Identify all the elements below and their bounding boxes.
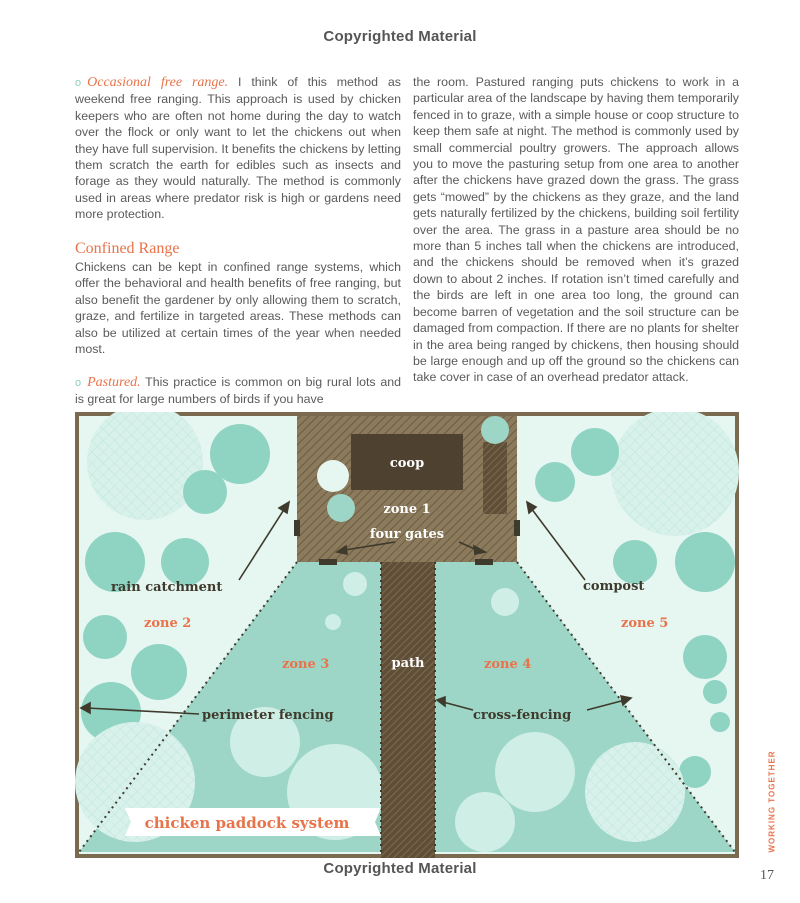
left-column xyxy=(75,74,401,407)
label-perimeter-fencing: perimeter fencing xyxy=(202,708,334,723)
paragraph-confined-range: Chickens can be kept in confined range systems, which offer the behavioral and health benefits of free ranging, but also benefit the gardener by only allowing them to scratch, graze, and fertilize in targeted areas. These methods can also be utilized at certain times of the year when needed most. xyxy=(75,260,401,357)
diagram-title: chicken paddock system xyxy=(144,814,350,832)
chicken-paddock-diagram xyxy=(75,412,739,858)
shrub-zone-1 xyxy=(327,494,355,522)
label-zone-1: zone 1 xyxy=(383,502,431,517)
paragraph-pastured xyxy=(75,374,401,408)
paragraph-pastured-continued: the room. Pastured ranging puts chickens to work in a particular area of the landscape by having them temporarily fenced in to graze, with a simple house or coop structure to keep them safe at night. The method is commonly used by small commercial poultry growers. The approach allows you to move the pasturing setup from one area to another after the chickens have grazed down the grass. The grass gets “mowed” by the chickens as they graze, and the land gets naturally fertilized by the chickens, building soil fertility over the area. The grass in a pasture area should be no more than 5 inches tall when the chickens are introduced, and the chickens should be removed when it’s grazed down to about 2 inches. If rotation isn’t timed carefully and the birds are left in one area too long, the ground can become barren of vegetation and the soil structure can be damaged from compaction. If there are no plants for shelter in the area being ranged by chickens, then housing should be large enough and up off the ground so the chickens can take cover in case of an overhead predator attack. xyxy=(413,75,739,385)
label-zone-4: zone 4 xyxy=(484,657,532,672)
central-path xyxy=(381,562,435,858)
heading-confined-range: Confined Range xyxy=(75,239,180,257)
label-four-gates: four gates xyxy=(369,527,445,542)
bullet-icon: o xyxy=(75,77,82,89)
label-rain-catchment: rain catchment xyxy=(111,580,223,595)
shrub-zone-1-right xyxy=(481,416,509,444)
label-cross-fencing: cross-fencing xyxy=(473,708,572,723)
copyright-watermark-top: Copyrighted Material xyxy=(323,28,477,45)
rain-barrel xyxy=(317,460,349,492)
body-pastured: This practice is common on big rural lots and is great for large numbers of birds if you have xyxy=(75,374,401,406)
sidebar-section-label: WORKING TOGETHER xyxy=(767,750,777,853)
label-zone-5: zone 5 xyxy=(621,616,669,631)
label-coop: coop xyxy=(389,456,425,471)
right-column xyxy=(413,74,739,386)
label-zone-2: zone 2 xyxy=(144,616,192,631)
lead-free-range: Occasional free range. xyxy=(87,75,229,90)
label-zone-3: zone 3 xyxy=(282,657,330,672)
body-free-range: I think of this method as weekend free ranging. This approach is used by chicken keepers who are often not home during the day to watch over the flock or only want to let the chickens out when they have full supervision. It benefits the chickens by letting them scratch the earth for edibles such as insects and forage as they would naturally. The method is commonly used in areas where predator risk is high or gardens need more protection. xyxy=(75,75,401,222)
paragraph-free-range xyxy=(75,74,401,223)
bullet-icon: o xyxy=(75,376,82,389)
copyright-watermark-bottom: Copyrighted Material xyxy=(323,860,477,877)
label-path: path xyxy=(391,656,425,671)
lead-pastured: Pastured. xyxy=(87,374,141,390)
label-compost: compost xyxy=(583,579,645,594)
compost-bin xyxy=(483,442,507,514)
page-number: 17 xyxy=(760,868,774,883)
